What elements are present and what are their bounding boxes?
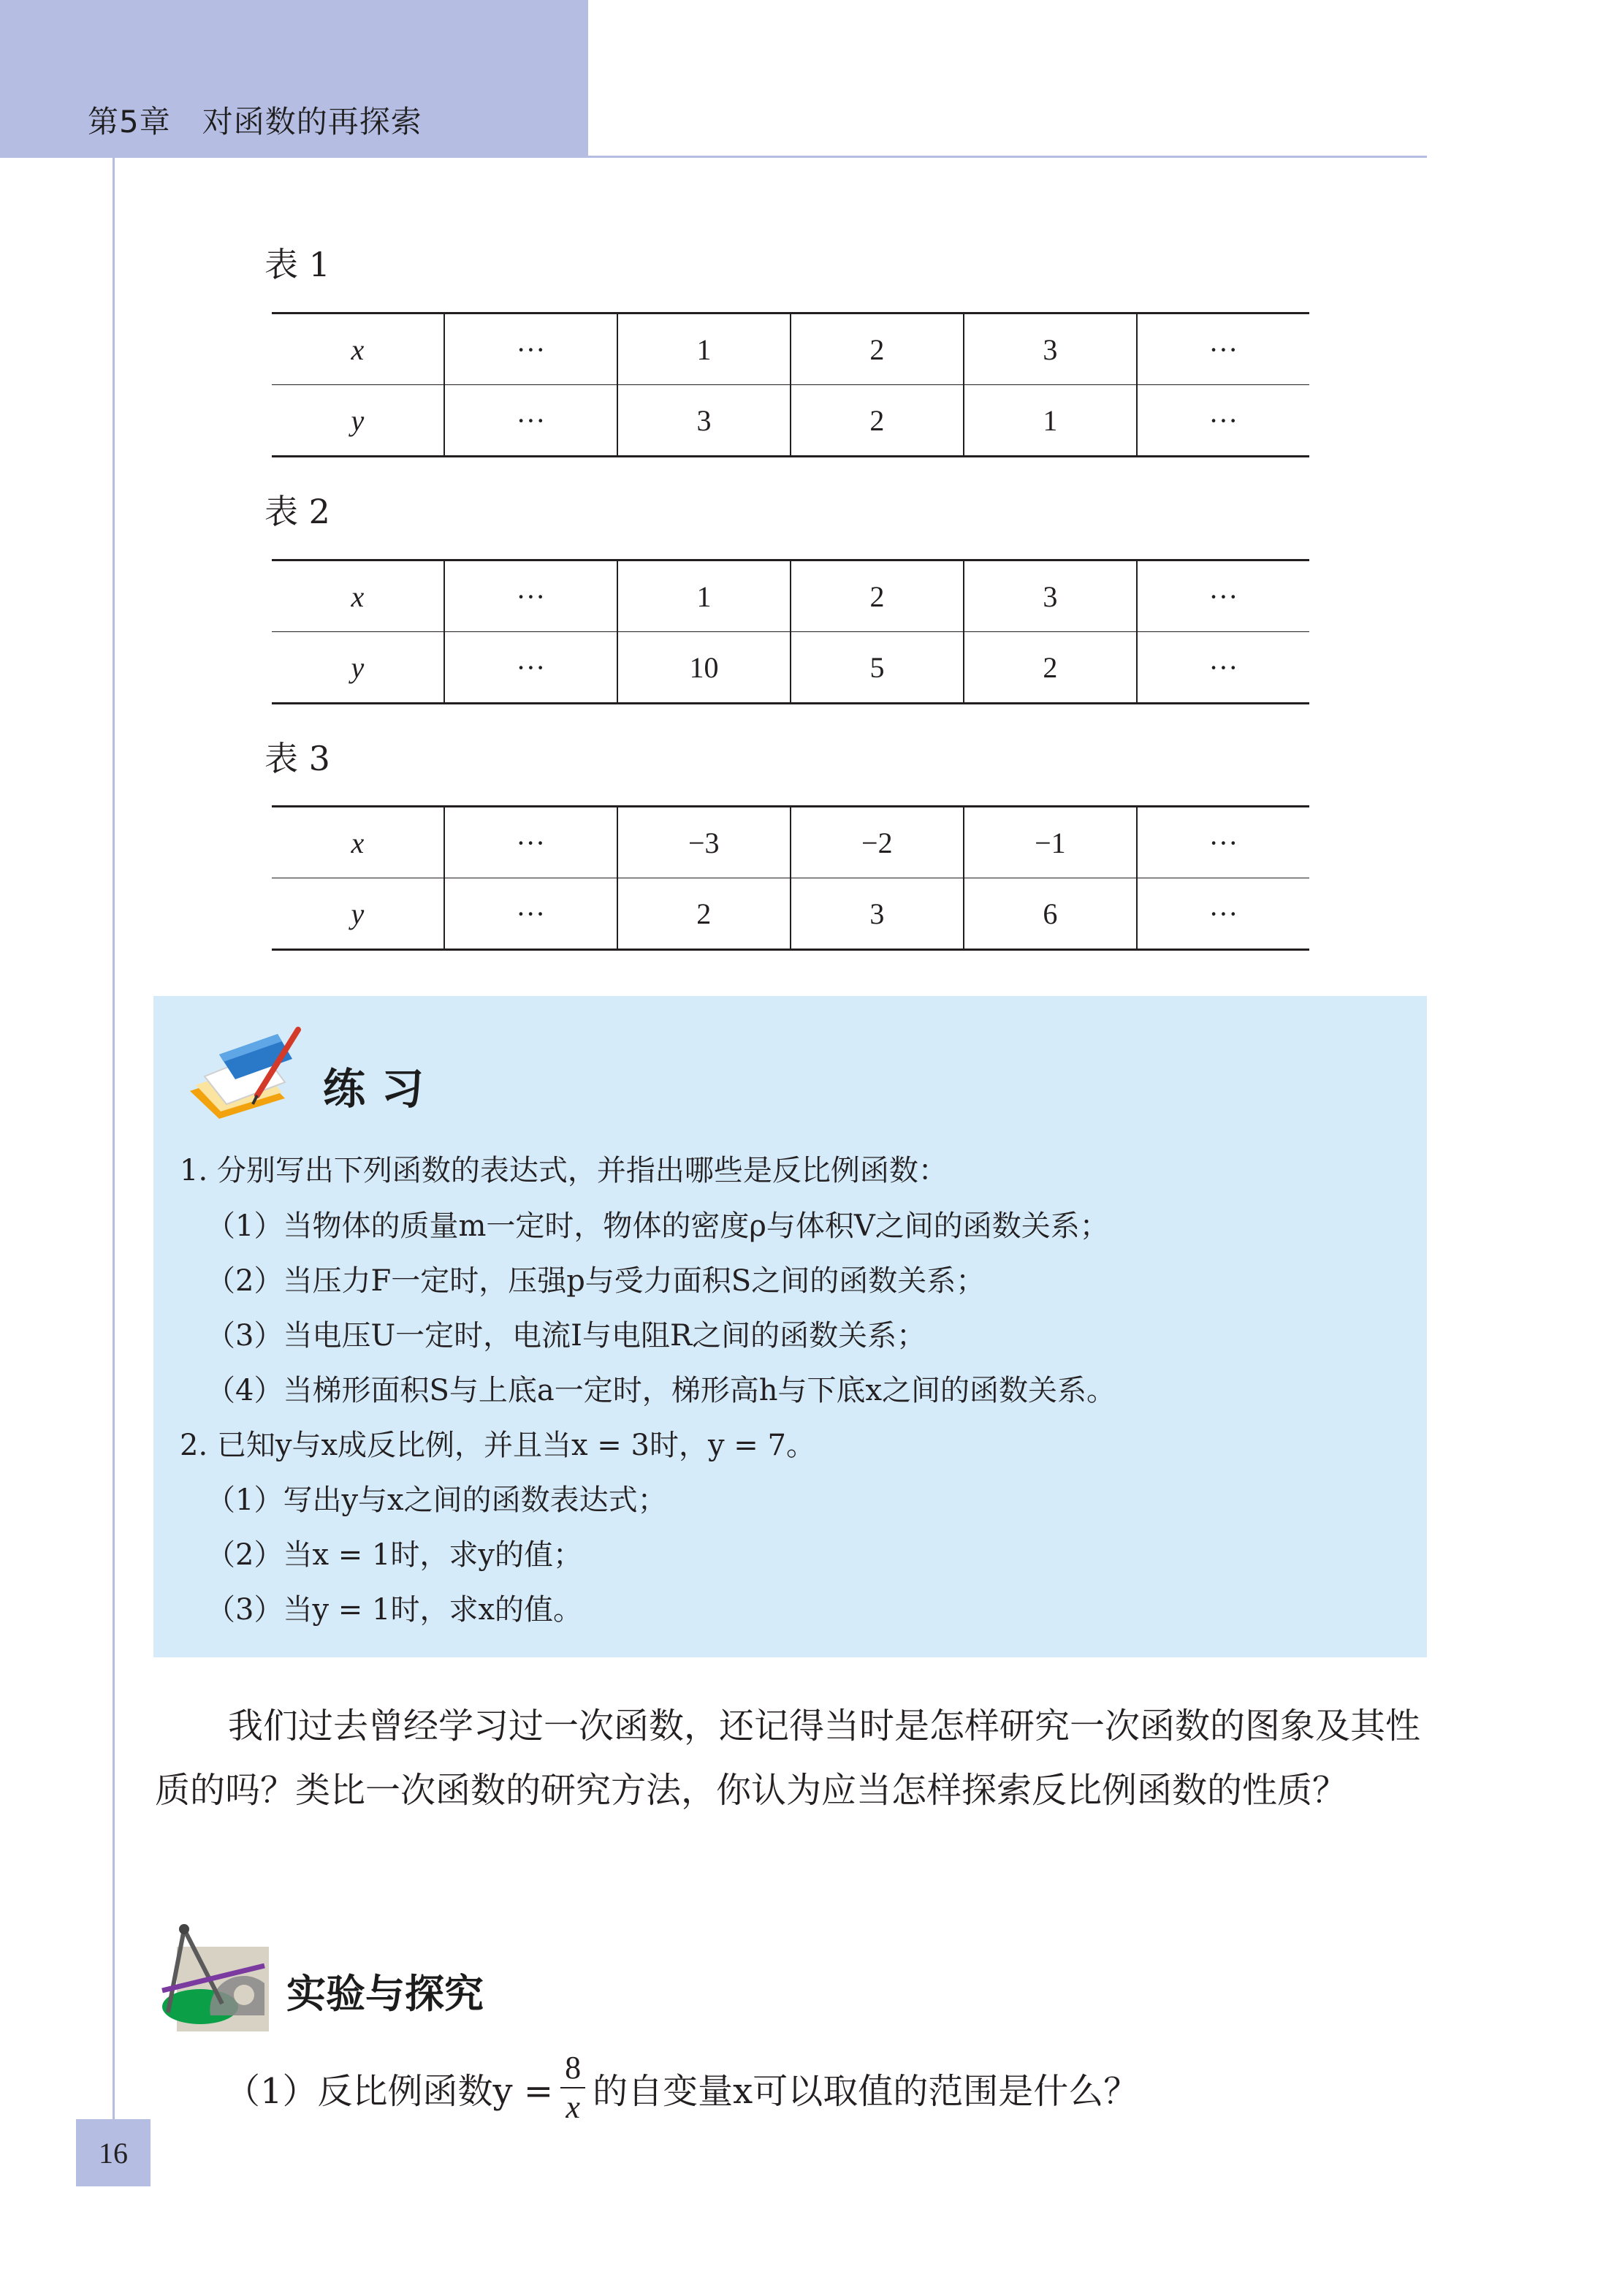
question-prefix: （1）反比例函数y = (225, 2070, 554, 2112)
table-cell: 10 (617, 632, 791, 704)
practice-box (153, 996, 1427, 1657)
table-cell: x (272, 807, 444, 878)
table-cell: 3 (964, 560, 1137, 632)
table-cell: ··· (444, 313, 617, 385)
table-3 (272, 805, 1309, 951)
question-suffix: 的自变量x可以取值的范围是什么？ (593, 2070, 1139, 2112)
table-cell: ··· (1137, 313, 1309, 385)
table-cell: 6 (964, 878, 1137, 950)
table-cell: ··· (1137, 560, 1309, 632)
table-row (272, 632, 1309, 704)
table-cell: y (272, 878, 444, 950)
table-cell: −1 (964, 807, 1137, 878)
table-cell: y (272, 385, 444, 457)
table-row (272, 807, 1309, 878)
table-cell: ··· (1137, 878, 1309, 950)
table-cell: 3 (617, 385, 791, 457)
table-cell: 2 (791, 313, 964, 385)
explore-question (225, 2052, 1138, 2124)
notebook-pencil-icon (175, 1025, 307, 1120)
exercise-line: （3）当y = 1时，求x的值。 (206, 1593, 582, 1627)
table-cell: −3 (617, 807, 791, 878)
table-row (272, 313, 1309, 385)
margin-rule (113, 158, 115, 2121)
fraction-denominator: x (566, 2089, 580, 2125)
table-row (272, 560, 1309, 632)
table-cell: 3 (791, 878, 964, 950)
table-cell: ··· (444, 878, 617, 950)
table-cell: 5 (791, 632, 964, 704)
table-cell: 1 (617, 313, 791, 385)
table-cell: 2 (964, 632, 1137, 704)
exercise-line: （2）当压力F一定时，压强p与受力面积S之间的函数关系； (206, 1264, 986, 1298)
page-number: 16 (76, 2119, 151, 2186)
chapter-title: 第5章 对函数的再探索 (88, 104, 422, 140)
table-cell: 2 (791, 385, 964, 457)
table-3-caption: 表 3 (264, 739, 330, 778)
exercise-line: （1）当物体的质量m一定时，物体的密度ρ与体积V之间的函数关系； (206, 1209, 1109, 1243)
table-2 (272, 559, 1309, 704)
table-cell: ··· (444, 632, 617, 704)
table-cell: 2 (617, 878, 791, 950)
table-cell: ··· (1137, 385, 1309, 457)
exercise-line: （2）当x = 1时，求y的值； (206, 1538, 582, 1572)
exercise-line: （1）写出y与x之间的函数表达式； (206, 1483, 667, 1517)
explore-title: 实验与探究 (286, 1971, 484, 2017)
table-cell: x (272, 560, 444, 632)
practice-title: 练习 (323, 1064, 441, 1114)
table-cell: 1 (617, 560, 791, 632)
table-cell: ··· (1137, 632, 1309, 704)
fraction-numerator: 8 (565, 2050, 582, 2086)
table-cell: ··· (444, 807, 617, 878)
table-cell: ··· (444, 385, 617, 457)
table-cell: 3 (964, 313, 1137, 385)
exercise-line: 2. 已知y与x成反比例，并且当x = 3时，y = 7。 (180, 1429, 815, 1462)
table-cell: ··· (444, 560, 617, 632)
table-cell: y (272, 632, 444, 704)
table-1 (272, 312, 1309, 457)
body-paragraph: 我们过去曾经学习过一次函数，还记得当时是怎样研究一次函数的图象及其性质的吗？类比一次函数的研究方法，你认为应当怎样探索反比例函数的性质？ (155, 1706, 1421, 1811)
table-2-caption: 表 2 (264, 492, 330, 531)
table-cell: 2 (791, 560, 964, 632)
table-cell: ··· (1137, 807, 1309, 878)
table-row (272, 878, 1309, 950)
compass-protractor-icon (155, 1922, 269, 2031)
table-1-caption: 表 1 (264, 245, 330, 284)
exercise-line: （3）当电压U一定时，电流I与电阻R之间的函数关系； (206, 1319, 926, 1353)
table-cell: −2 (791, 807, 964, 878)
table-cell: x (272, 313, 444, 385)
table-cell: 1 (964, 385, 1137, 457)
table-row (272, 385, 1309, 457)
header-rule (588, 156, 1427, 158)
exercise-line: （4）当梯形面积S与上底a一定时，梯形高h与下底x之间的函数关系。 (206, 1374, 1116, 1407)
fraction (560, 2052, 585, 2124)
exercise-line: 1. 分别写出下列函数的表达式，并指出哪些是反比例函数： (180, 1154, 948, 1187)
